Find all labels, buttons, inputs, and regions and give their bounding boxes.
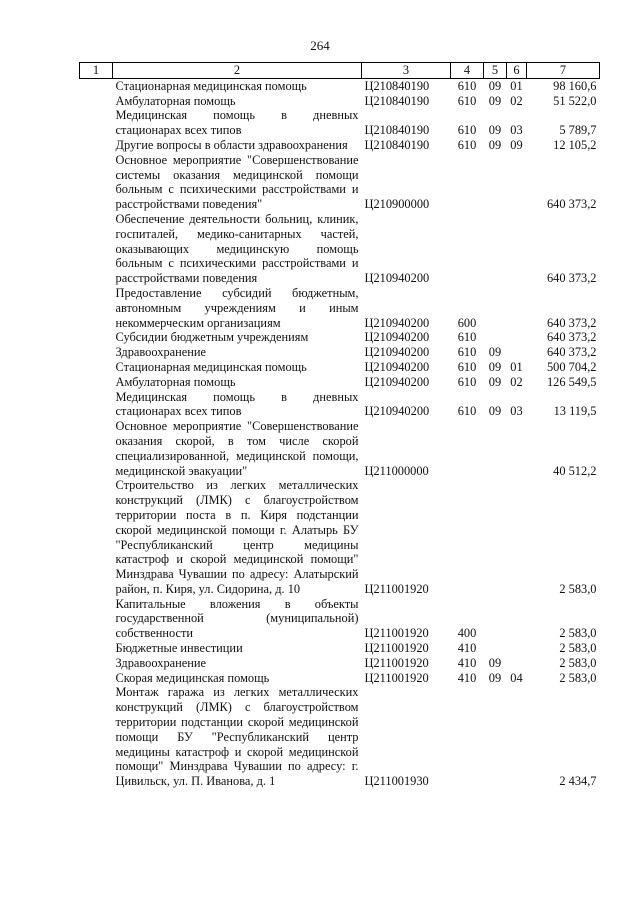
expense-type: 610 — [457, 123, 477, 138]
section-code — [484, 330, 507, 345]
amount: 2 434,7 — [559, 774, 597, 789]
item-name: Амбулаторная помощь — [115, 93, 236, 108]
column-header-6: 6 — [507, 63, 527, 79]
amount: 640 373,2 — [546, 330, 597, 345]
subsection-code: 04 — [510, 670, 523, 685]
cell-col1 — [80, 671, 113, 686]
item-name: Стационарная медицинская помощь — [115, 78, 307, 93]
target-code: Ц211001920 — [364, 581, 429, 596]
amount: 51 522,0 — [553, 93, 597, 108]
target-code: Ц211001920 — [364, 641, 429, 656]
target-code: Ц210840190 — [364, 93, 430, 108]
expense-type: 610 — [457, 374, 477, 389]
subsection-code: 09 — [510, 137, 523, 152]
table-row — [80, 286, 600, 330]
section-code: 09 — [488, 345, 502, 360]
subsection-code — [507, 330, 527, 345]
table-row — [80, 345, 600, 360]
section-code — [484, 597, 507, 641]
subsection-code: 03 — [510, 123, 523, 138]
section-code — [484, 153, 507, 212]
section-code — [484, 685, 507, 789]
section-code — [484, 286, 507, 330]
item-name: Здравоохранение — [115, 345, 207, 360]
budget-table — [79, 62, 600, 789]
target-code: Ц210900000 — [364, 197, 430, 212]
table-row — [80, 94, 600, 109]
section-code: 09 — [488, 123, 502, 138]
subsection-code — [507, 597, 527, 641]
column-header-7: 7 — [527, 63, 600, 79]
section-code: 09 — [488, 359, 502, 374]
amount: 5 789,7 — [559, 123, 597, 138]
table-row — [80, 212, 600, 286]
target-code: Ц210940200 — [364, 330, 430, 345]
item-name: Бюджетные инвестиции — [115, 641, 243, 656]
target-code: Ц210840190 — [364, 123, 430, 138]
item-name: Капитальные вложения в объекты государственной (муниципальной) собственности — [115, 596, 359, 641]
section-code: 09 — [488, 404, 502, 419]
subsection-code — [507, 641, 527, 656]
subsection-code: 01 — [510, 78, 523, 93]
target-code: Ц210840190 — [364, 137, 430, 152]
target-code: Ц210940200 — [364, 315, 430, 330]
item-name: Амбулаторная помощь — [115, 374, 236, 389]
item-name: Субсидии бюджетным учреждениям — [115, 330, 309, 345]
item-name: Строительство из легких металлических конструкций (ЛМК) с благоустройством территории поста в п. Киря подстанции скорой медицинской помощи г. Алатырь БУ "Республиканский центр медицины катастроф и скорой медицинской помощи" Минздрава Чувашии по адресу: Алатырский район, п. Киря, ул. Сидорина, д. 10 — [115, 478, 359, 596]
target-code: Ц210940200 — [364, 374, 430, 389]
table-body — [80, 78, 600, 789]
subsection-code: 01 — [510, 359, 523, 374]
amount: 12 105,2 — [553, 137, 597, 152]
target-code: Ц210840190 — [364, 78, 430, 93]
amount: 2 583,0 — [559, 626, 597, 641]
expense-type: 600 — [457, 315, 477, 330]
item-name: Предоставление субсидий бюджетным, автономным учреждениям и иным некоммерческим организациям — [115, 285, 359, 330]
column-header-2: 2 — [113, 63, 362, 79]
expense-type — [451, 212, 484, 286]
table-row — [80, 108, 600, 138]
cell-col1 — [80, 685, 113, 789]
subsection-code — [507, 345, 527, 360]
section-code: 09 — [488, 670, 502, 685]
table-header-row — [80, 63, 600, 79]
expense-type — [451, 419, 484, 478]
cell-col1 — [80, 478, 113, 596]
expense-type: 400 — [457, 626, 477, 641]
subsection-code — [507, 685, 527, 789]
column-header-4: 4 — [451, 63, 484, 79]
section-code — [484, 641, 507, 656]
column-header-1: 1 — [80, 63, 113, 79]
target-code: Ц211001920 — [364, 655, 429, 670]
expense-type: 410 — [457, 655, 477, 670]
amount: 40 512,2 — [553, 463, 597, 478]
item-name: Здравоохранение — [115, 655, 207, 670]
section-code — [484, 212, 507, 286]
amount: 2 583,0 — [559, 641, 597, 656]
cell-col1 — [80, 345, 113, 360]
item-name: Другие вопросы в области здравоохранения — [115, 137, 348, 152]
table-row — [80, 390, 600, 420]
table-row — [80, 330, 600, 345]
amount: 640 373,2 — [546, 271, 597, 286]
target-code: Ц211001930 — [364, 774, 429, 789]
page-number: 264 — [310, 38, 330, 53]
cell-col1 — [80, 419, 113, 478]
cell-col1 — [80, 360, 113, 375]
table-row — [80, 419, 600, 478]
expense-type — [451, 153, 484, 212]
section-code: 09 — [488, 78, 502, 93]
column-header-3: 3 — [362, 63, 451, 79]
expense-type: 610 — [457, 404, 477, 419]
amount: 2 583,0 — [559, 655, 597, 670]
expense-type — [451, 478, 484, 596]
cell-col1 — [80, 212, 113, 286]
table-row — [80, 375, 600, 390]
column-header-5: 5 — [484, 63, 507, 79]
cell-col1 — [80, 597, 113, 641]
expense-type — [451, 685, 484, 789]
cell-col1 — [80, 330, 113, 345]
amount: 98 160,6 — [553, 78, 597, 93]
table-row — [80, 597, 600, 641]
cell-col1 — [80, 78, 113, 93]
expense-type: 610 — [457, 345, 477, 360]
amount: 640 373,2 — [546, 315, 597, 330]
amount: 2 583,0 — [559, 581, 597, 596]
expense-type: 410 — [457, 670, 477, 685]
amount: 13 119,5 — [553, 404, 597, 419]
amount: 2 583,0 — [559, 670, 597, 685]
cell-col1 — [80, 390, 113, 420]
amount: 640 373,2 — [546, 197, 597, 212]
section-code: 09 — [488, 137, 502, 152]
expense-type: 610 — [457, 93, 477, 108]
item-name: Стационарная медицинская помощь — [115, 359, 307, 374]
table-row — [80, 360, 600, 375]
cell-col1 — [80, 108, 113, 138]
table-row — [80, 656, 600, 671]
subsection-code: 03 — [510, 404, 523, 419]
item-name: Монтаж гаража из легких металлических конструкций (ЛМК) с благоустройством территории подстанции скорой медицинской помощи БУ "Республиканский центр медицины катастроф и скорой медицинской помощи" Минздрава Чувашии по адресу: г. Цивильск, ул. П. Иванова, д. 1 — [115, 685, 359, 789]
cell-col1 — [80, 94, 113, 109]
table-row — [80, 478, 600, 596]
target-code: Ц210940200 — [364, 345, 430, 360]
target-code: Ц210940200 — [364, 271, 430, 286]
amount: 126 549,5 — [546, 374, 597, 389]
table-row — [80, 685, 600, 789]
section-code — [484, 419, 507, 478]
item-name: Медицинская помощь в дневных стационарах всех типов — [115, 108, 359, 138]
cell-col1 — [80, 375, 113, 390]
cell-col1 — [80, 286, 113, 330]
subsection-code — [507, 419, 527, 478]
cell-col1 — [80, 656, 113, 671]
item-name: Обеспечение деятельности больниц, клиник, госпиталей, медико-санитарных частей, оказывающих медицинскую помощь больным с психическими расстройствами и расстройствами поведения — [115, 211, 359, 286]
table-row — [80, 671, 600, 686]
subsection-code: 02 — [510, 374, 523, 389]
subsection-code — [507, 286, 527, 330]
subsection-code — [507, 656, 527, 671]
table-row — [80, 153, 600, 212]
expense-type: 610 — [457, 137, 477, 152]
item-name: Основное мероприятие "Совершенствование системы оказания медицинской помощи больным с психическими расстройствами и расстройствами поведения" — [115, 152, 359, 212]
amount: 640 373,2 — [546, 345, 597, 360]
target-code: Ц211001920 — [364, 670, 429, 685]
cell-col1 — [80, 641, 113, 656]
table-row — [80, 641, 600, 656]
expense-type: 610 — [457, 330, 477, 345]
amount: 500 704,2 — [546, 359, 597, 374]
subsection-code — [507, 478, 527, 596]
target-code: Ц210940200 — [364, 359, 430, 374]
subsection-code: 02 — [510, 93, 523, 108]
cell-col1 — [80, 153, 113, 212]
item-name: Медицинская помощь в дневных стационарах всех типов — [115, 389, 359, 419]
target-code: Ц211000000 — [364, 463, 429, 478]
table-row — [80, 78, 600, 93]
expense-type: 610 — [457, 78, 477, 93]
expense-type: 610 — [457, 359, 477, 374]
item-name: Скорая медицинская помощь — [115, 670, 270, 685]
target-code: Ц211001920 — [364, 626, 429, 641]
subsection-code — [507, 212, 527, 286]
section-code: 09 — [488, 374, 502, 389]
table-row — [80, 138, 600, 153]
cell-col1 — [80, 138, 113, 153]
section-code: 09 — [488, 655, 502, 670]
section-code — [484, 478, 507, 596]
section-code: 09 — [488, 93, 502, 108]
subsection-code — [507, 153, 527, 212]
target-code: Ц210940200 — [364, 404, 430, 419]
expense-type: 410 — [457, 641, 477, 656]
item-name: Основное мероприятие "Совершенствование оказания скорой, в том числе скорой специализированной, медицинской помощи, медицинской эвакуации" — [115, 419, 359, 478]
